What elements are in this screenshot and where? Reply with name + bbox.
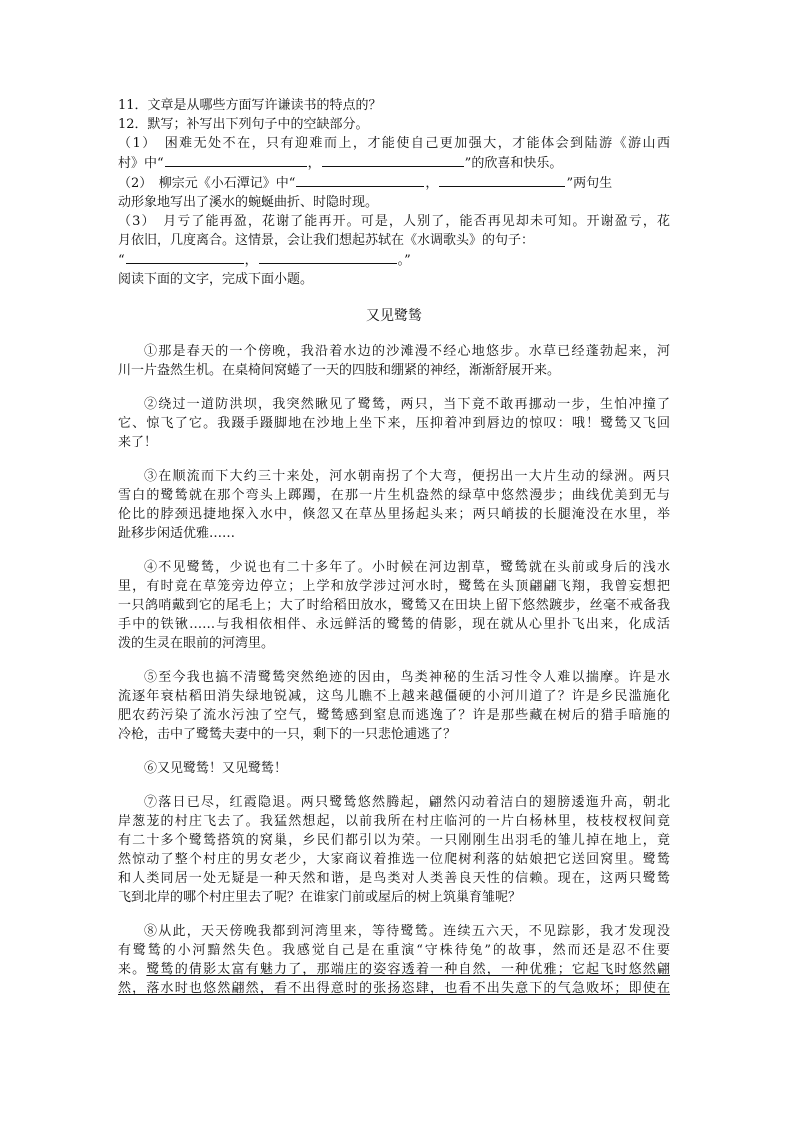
paragraph-line: ④不见鹭鸶，少说也有二十多年了。小时候在河边割草，鹭鸶就在头前或身后的浅水 <box>144 560 670 575</box>
paragraph-line: 它、惊飞了它。我蹑手蹑脚地在沙地上坐下来，压抑着冲到唇边的惊叹：哦！鹭鸶又飞回 <box>118 416 670 431</box>
paragraph-text: 来。 <box>118 962 147 977</box>
paragraph-2 <box>118 395 670 452</box>
paragraph-line: ②绕过一道防洪坝，我突然瞅见了鹭鸶，两只，当下竟不敢再挪动一步，生怕冲撞了 <box>144 397 670 412</box>
paragraph-line: 一只鸽哨戴到它的尾毛上；大了时给稻田放水，鹭鸶又在田块上留下悠然踱步，丝毫不戒备我 <box>118 598 670 613</box>
question-12-1-line1: （1） 困难无处不在，只有迎难而上，才能使自己更加强大，才能体会到陆游《游山西 <box>118 136 670 151</box>
underlined-sentence: 鹭鸶的倩影太富有魅力了，那端庄的姿容透着一种自然，一种优雅；它起飞时悠然翩 <box>146 962 670 977</box>
question-12-3-line2: 月依旧，几度离合。这情景，会让我们想起苏轼在《水调歌头》的句子： <box>118 233 535 248</box>
paragraph-line: 肥农药污染了流水污浊了空气，鹭鸶感到窒息而逃逸了？许是那些藏在树后的猎手暗施的 <box>118 708 670 723</box>
paragraph-line: 有鹭鸶的小河黯然失色。我感觉自己是在重演“守株待兔”的故事，然而还是忍不住要 <box>118 943 670 958</box>
question-12-1-line2 <box>118 153 670 173</box>
underlined-sentence: 然，落水时也悠然翩然，看不出得意时的张扬恣肆，也看不出失意下的气急败坏；即使在 <box>118 981 670 996</box>
question-11: 11．文章是从哪些方面写许谦读书的特点的？ <box>118 98 382 113</box>
q12-2-prefix: （2） 柳宗元《小石潭记》中“ <box>118 176 296 191</box>
paragraph-line: 然惊动了整个村庄的男女老少，大家商议着推选一位爬树利落的姑娘把它送回窝里。鹭鸶 <box>118 852 670 867</box>
paragraph-3 <box>118 467 670 543</box>
question-12-2-line1 <box>118 173 670 193</box>
q12-2-suffix: ”两句生 <box>566 176 613 191</box>
answer-blank[interactable] <box>259 250 397 264</box>
article-title: 又见鹭鸶 <box>366 308 422 324</box>
paragraph-line: 来了！ <box>118 435 158 450</box>
question-12-2-line2: 动形象地写出了溪水的蜿蜒曲折、时隐时现。 <box>118 195 379 210</box>
q12-1-sep: ， <box>307 156 321 171</box>
q12-3-prefix: “ <box>118 253 125 268</box>
paragraph-line: ⑧从此，天天傍晚我都到河湾里来，等待鹭鸶。连续五六天，不见踪影，我才发现没 <box>144 924 670 939</box>
q12-1-suffix: ”的欣喜和快乐。 <box>464 156 563 171</box>
q12-1-prefix: 村》中“ <box>118 156 164 171</box>
paragraph-line: ⑦落日已尽，红霞隐退。两只鹭鸶悠然腾起，翩然闪动着洁白的翅膀逶迤升高，朝北 <box>144 795 670 810</box>
paragraph-line: 和人类同居一处无疑是一种天然和谐，是鸟类对人类善良天性的信赖。现在，这两只鹭鸶 <box>118 871 670 886</box>
paragraph-6 <box>118 759 670 778</box>
paragraph-line: 里，有时竟在草笼旁边停立；上学和放学涉过河水时，鹭鸶在头顶翩翩飞翔，我曾妄想把 <box>118 579 670 594</box>
question-12-3-line1: （3） 月亏了能再盈，花谢了能再开。可是，人别了，能否再见却未可知。开谢盈亏，花 <box>118 214 670 229</box>
reading-instruction: 阅读下面的文字，完成下面小题。 <box>118 272 314 287</box>
paragraph-line: 雪白的鹭鸶就在那个弯头上踯躅，在那一片生机盎然的绿草中悠然漫步；曲线优美到无与 <box>118 488 670 503</box>
paragraph-line: 飞到北岸的哪个村庄里去了呢？在谁家门前或屋后的树上筑巢育雏呢？ <box>118 890 522 905</box>
paragraph-line: 有二十多个鹭鸶搭筑的窝巢，乡民们都引以为荣。一只刚刚生出羽毛的雏儿掉在地上，竟 <box>118 833 670 848</box>
answer-blank[interactable] <box>322 153 464 167</box>
paragraph-line: ①那是春天的一个傍晚，我沿着水边的沙滩漫不经心地悠步。水草已经蓬勃起来，河 <box>144 344 670 359</box>
q12-2-sep: ， <box>425 176 439 191</box>
paragraph-line: ⑤至今我也搞不清鹭鸶突然绝迹的因由，鸟类神秘的生活习性令人难以揣摩。许是水 <box>144 670 670 685</box>
paragraph-4 <box>118 558 670 653</box>
paragraph-line <box>118 960 670 979</box>
paragraph-7 <box>118 793 670 907</box>
document-page <box>118 96 670 1013</box>
paragraph-8 <box>118 922 670 998</box>
paragraph-1 <box>118 342 670 380</box>
q12-3-suffix: 。” <box>397 253 411 268</box>
paragraph-5 <box>118 668 670 744</box>
paragraph-line: 伦比的脖颈迅捷地探入水中，倏忽又在草丛里扬起头来；两只峭拔的长腿淹没在水里，举 <box>118 507 670 522</box>
q12-3-sep: ， <box>244 253 258 268</box>
answer-blank[interactable] <box>126 250 244 264</box>
paragraph-line: ③在顺流而下大约三十来处，河水朝南拐了个大弯，便拐出一大片生动的绿洲。两只 <box>144 469 670 484</box>
paragraph-line: 趾移步闲适优雅…… <box>118 526 236 541</box>
answer-blank[interactable] <box>165 153 307 167</box>
paragraph-line: 泼的生灵在眼前的河湾里。 <box>118 636 275 651</box>
paragraph-line: 流逐年衰枯稻田消失绿地锐减，这鸟儿瞧不上越来越僵硬的小河川道了？许是乡民滥施化 <box>118 689 670 704</box>
paragraph-line: 冷枪，击中了鹭鸶夫妻中的一只，剩下的一只悲怆逋逃了？ <box>118 727 457 742</box>
answer-blank[interactable] <box>439 173 565 187</box>
paragraph-line: 岸葱茏的村庄飞去了。我猛然想起，以前我所在村庄临河的一片白杨林里，枝枝杈杈间竟 <box>118 814 670 829</box>
paragraph-line: 手中的铁锹……与我相依相伴、永远鲜活的鹭鸶的倩影，现在就从心里扑飞出来，化成活 <box>118 617 670 632</box>
question-12-3-line3 <box>118 250 670 270</box>
question-12: 12．默写；补写出下列句子中的空缺部分。 <box>118 117 369 132</box>
answer-blank[interactable] <box>296 173 424 187</box>
paragraph-line: 川一片盎然生机。在桌椅间窝蜷了一天的四肢和绷紧的神经，渐渐舒展开来。 <box>118 363 561 378</box>
paragraph-line: ⑥又见鹭鸶！又见鹭鸶！ <box>144 761 288 776</box>
